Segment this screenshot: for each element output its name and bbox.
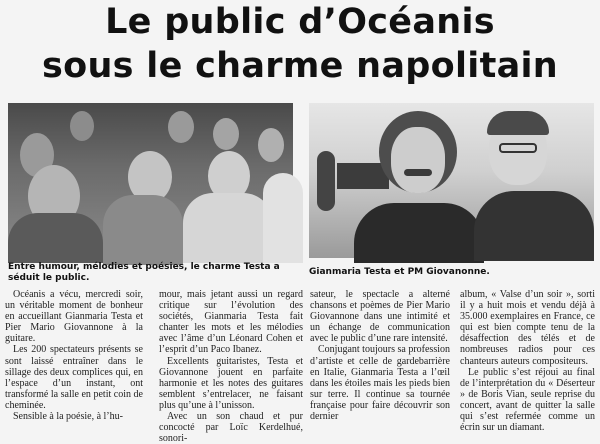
audience-head	[168, 111, 194, 143]
audience-head	[258, 128, 284, 162]
article-paragraph: Les 200 spectateurs présents se sont laissé entraîner dans le sillage des deux complices qui, en l’espace d’un instant, ont transformé la salle en petit coin de cheminée.	[5, 344, 143, 411]
audience-body	[263, 173, 303, 263]
audience-body	[183, 193, 273, 263]
article-paragraph: Conjugant toujours sa profession d’artiste et celle de gardebarrière en Italie, Gianmaria Testa a l’œil dans les étoiles mais les pieds bien sur terre. Il continue sa tournée française pour faire découvrir son dernier	[310, 344, 450, 423]
background-figure	[317, 151, 335, 211]
glasses	[499, 143, 537, 153]
concert-audience-photo	[8, 103, 293, 257]
article-column-1	[5, 289, 143, 423]
article-paragraph: album, « Valse d’un soir », sorti il y a huit mois et vendu déjà à 35.000 exemplaires en France, ce qui est bien compte tenu de la désaffection des télés et de nombreuses radios pour ces chanteurs auteurs compositeurs.	[460, 289, 595, 367]
audience-head	[213, 118, 239, 150]
audience-head	[70, 111, 94, 141]
article-paragraph: Le public s’est réjoui au final de l’interprétation du « Déserteur » de Boris Vian, seule reprise du concert, avant de quitter la salle qui s’est refermée comme un écrin sur un diamant.	[460, 366, 595, 434]
musicians-photo	[309, 103, 594, 258]
article-paragraph: Excellents guitaristes, Testa et Giovannone jouent en parfaite harmonie et les notes des guitares semblent s’entrelacer, ne faisant plus qu’une à l’unisson.	[159, 355, 303, 411]
right-photo-caption: Gianmaria Testa et PM Giovanonne.	[309, 267, 490, 277]
article-paragraph: Océanis a vécu, mercredi soir, un véritable moment de bonheur en accueillant Gianmaria Testa et Pier Mario Giovannone à la guitare.	[5, 289, 143, 345]
dark-shirt	[474, 191, 594, 261]
article-paragraph: sateur, le spectacle a alterné chansons et poèmes de Pier Mario Giovannone dans une intimité et un échange de communication avec le public d’une rare intensité.	[310, 289, 450, 345]
article-paragraph: Avec un son chaud et pur concocté par Loïc Kerdelhué, sonori-	[159, 411, 303, 444]
headline-line-2: sous le charme napolitain	[41, 46, 559, 86]
dark-shirt	[354, 203, 484, 263]
moustache	[404, 169, 432, 176]
article-paragraph: mour, mais jetant aussi un regard critique sur l’évolution des sociétés, Gianmaria Testa fait chanter les mots et les mélodies avec l’âme d’un Léonard Cohen et l’esprit d’un Paco Ibanez.	[159, 289, 303, 356]
article-column-3	[310, 289, 450, 423]
article-column-4	[460, 289, 595, 434]
musician-face	[391, 127, 445, 193]
audience-body	[8, 213, 103, 263]
left-photo-caption: Entre humour, mélodies et poésies, le charme Testa a séduit le public.	[8, 262, 280, 283]
audience-body	[103, 195, 183, 265]
article-column-2	[159, 289, 303, 444]
headline-line-1: Le public d’Océanis	[105, 2, 495, 42]
article-paragraph: Sensible à la poésie, à l’hu-	[13, 411, 123, 423]
short-hair	[487, 111, 549, 135]
